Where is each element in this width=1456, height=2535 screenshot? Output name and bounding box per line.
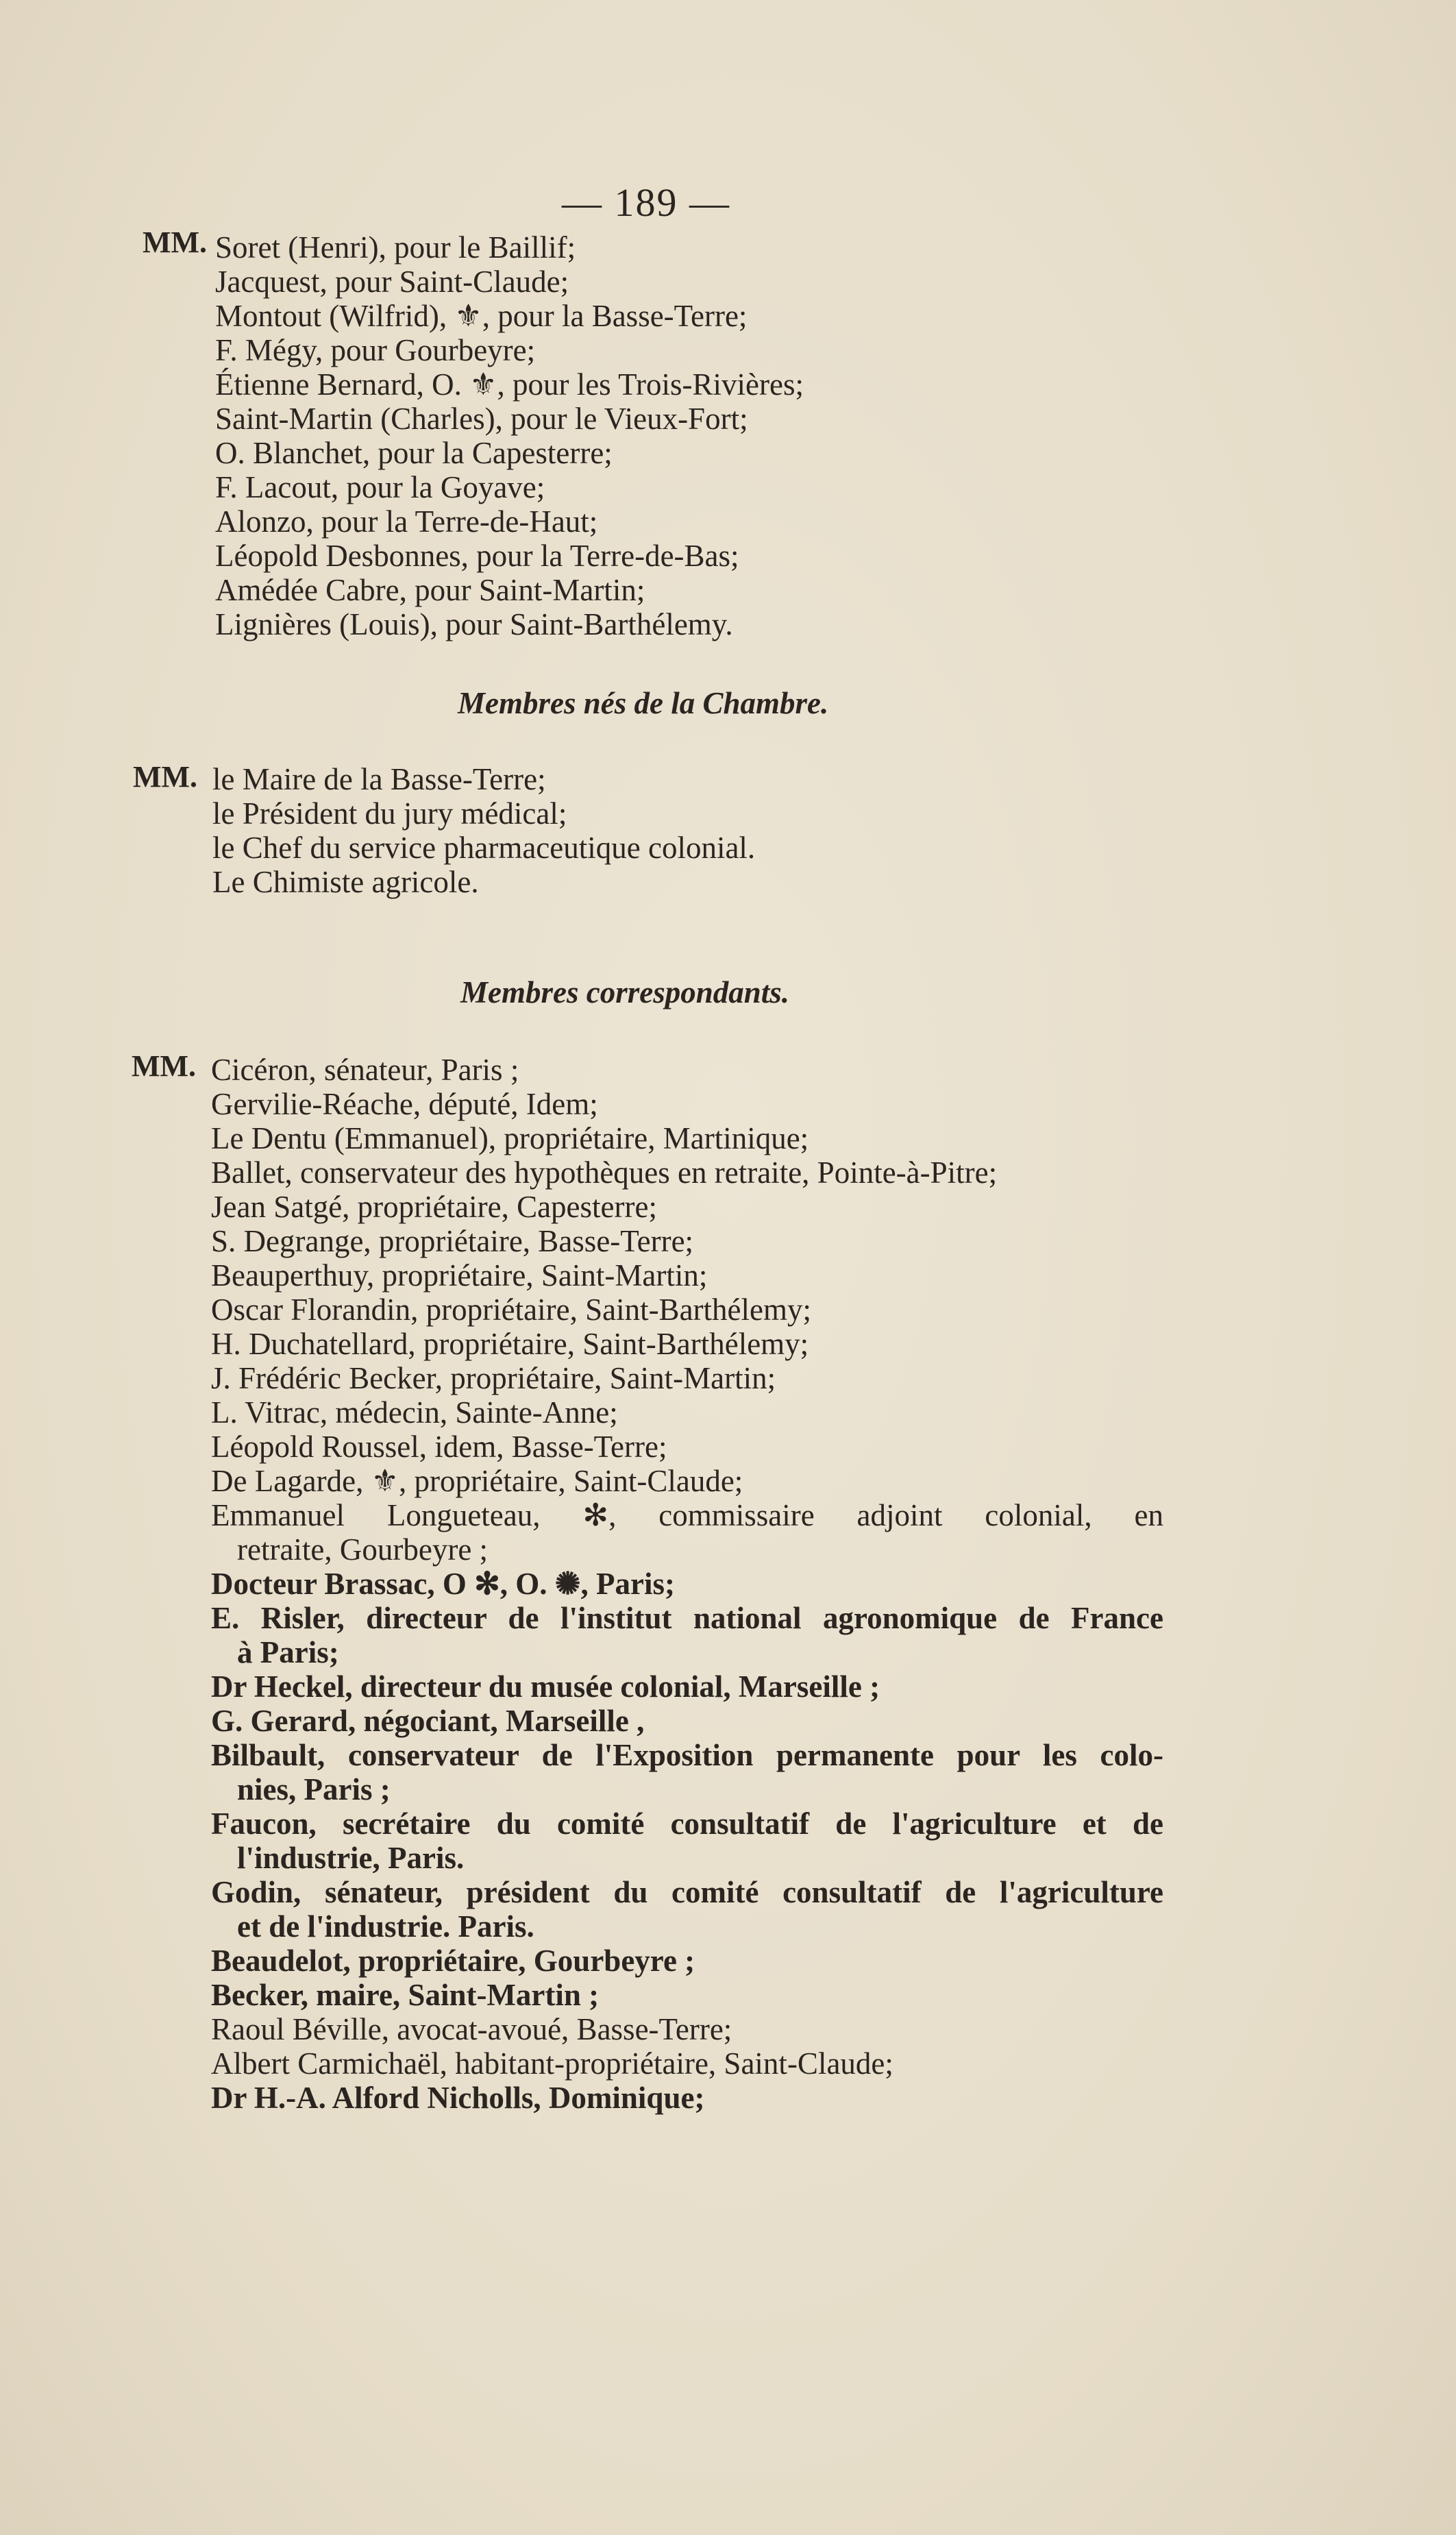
section3-line: Albert Carmichaël, habitant-propriétaire, Saint-Claude; bbox=[211, 2046, 893, 2081]
section3-line: J. Frédéric Becker, propriétaire, Saint-Martin; bbox=[211, 1361, 776, 1395]
section3-heading: Membres correspondants. bbox=[460, 975, 790, 1009]
section3-line: H. Duchatellard, propriétaire, Saint-Barthélemy; bbox=[211, 1327, 809, 1361]
section3-line: nies, Paris ; bbox=[237, 1772, 391, 1807]
page-number: — 189 — bbox=[562, 180, 730, 225]
section3-line: Cicéron, sénateur, Paris ; bbox=[211, 1053, 519, 1087]
section3-line: Dr H.-A. Alford Nicholls, Dominique; bbox=[211, 2081, 705, 2115]
section3-line: Beaudelot, propriétaire, Gourbeyre ; bbox=[211, 1944, 695, 1978]
section3-line: E. Risler, directeur de l'institut national agronomique de France bbox=[211, 1601, 1163, 1635]
section3-line: Jean Satgé, propriétaire, Capesterre; bbox=[211, 1190, 657, 1224]
section1-line: Saint-Martin (Charles), pour le Vieux-Fort; bbox=[215, 402, 748, 436]
section1-line: O. Blanchet, pour la Capesterre; bbox=[215, 436, 613, 470]
section1-line: Amédée Cabre, pour Saint-Martin; bbox=[215, 573, 645, 607]
section2-line: le Maire de la Basse-Terre; bbox=[212, 762, 546, 796]
section2-line: le Chef du service pharmaceutique colonial. bbox=[212, 831, 756, 865]
section1-line: Lignières (Louis), pour Saint-Barthélemy. bbox=[215, 607, 733, 641]
section3-line: Dr Heckel, directeur du musée colonial, Marseille ; bbox=[211, 1669, 880, 1704]
section3-line: Emmanuel Longueteau, ✻, commissaire adjoint colonial, en bbox=[211, 1498, 1163, 1532]
section3-line: retraite, Gourbeyre ; bbox=[237, 1532, 489, 1567]
section1-prefix: MM. bbox=[143, 225, 208, 259]
section3-line: l'industrie, Paris. bbox=[237, 1841, 465, 1875]
section1-line: Jacquest, pour Saint-Claude; bbox=[215, 265, 569, 299]
section1-line: Léopold Desbonnes, pour la Terre-de-Bas; bbox=[215, 539, 739, 573]
section3-line: G. Gerard, négociant, Marseille , bbox=[211, 1704, 645, 1738]
section3-line: Godin, sénateur, président du comité consultatif de l'agriculture bbox=[211, 1875, 1163, 1909]
section1-line: Soret (Henri), pour le Baillif; bbox=[215, 230, 576, 265]
section3-line: et de l'industrie. Paris. bbox=[237, 1909, 534, 1944]
section3-prefix: MM. bbox=[132, 1049, 197, 1083]
section3-line: Faucon, secrétaire du comité consultatif de l'agriculture et de bbox=[211, 1807, 1163, 1841]
section1-line: Étienne Bernard, O. ⚜, pour les Trois-Rivières; bbox=[215, 367, 804, 402]
section3-line: Léopold Roussel, idem, Basse-Terre; bbox=[211, 1430, 667, 1464]
section1-line: Alonzo, pour la Terre-de-Haut; bbox=[215, 504, 598, 539]
section1-line: F. Mégy, pour Gourbeyre; bbox=[215, 333, 536, 367]
section3-line: Gervilie-Réache, député, Idem; bbox=[211, 1087, 598, 1121]
section3-line: Bilbault, conservateur de l'Exposition permanente pour les colo- bbox=[211, 1738, 1163, 1772]
section3-line: Docteur Brassac, O ✻, O. ✺, Paris; bbox=[211, 1567, 675, 1601]
section3-line: Ballet, conservateur des hypothèques en retraite, Pointe-à-Pitre; bbox=[211, 1155, 998, 1190]
section3-line: L. Vitrac, médecin, Sainte-Anne; bbox=[211, 1395, 618, 1430]
section2-prefix: MM. bbox=[133, 760, 198, 794]
section3-line: à Paris; bbox=[237, 1635, 339, 1669]
section1-line: Montout (Wilfrid), ⚜, pour la Basse-Terre; bbox=[215, 299, 748, 333]
section3-line: Oscar Florandin, propriétaire, Saint-Barthélemy; bbox=[211, 1293, 811, 1327]
section3-line: De Lagarde, ⚜, propriétaire, Saint-Claude; bbox=[211, 1464, 743, 1498]
section3-line: Beauperthuy, propriétaire, Saint-Martin; bbox=[211, 1258, 708, 1293]
section3-line: Raoul Béville, avocat-avoué, Basse-Terre; bbox=[211, 2012, 732, 2046]
section1-line: F. Lacout, pour la Goyave; bbox=[215, 470, 545, 504]
section2-heading: Membres nés de la Chambre. bbox=[458, 686, 829, 720]
section3-line: Le Dentu (Emmanuel), propriétaire, Martinique; bbox=[211, 1121, 809, 1155]
section2-line: Le Chimiste agricole. bbox=[212, 865, 479, 899]
section3-line: Becker, maire, Saint-Martin ; bbox=[211, 1978, 600, 2012]
section2-line: le Président du jury médical; bbox=[212, 796, 567, 831]
section3-line: S. Degrange, propriétaire, Basse-Terre; bbox=[211, 1224, 694, 1258]
